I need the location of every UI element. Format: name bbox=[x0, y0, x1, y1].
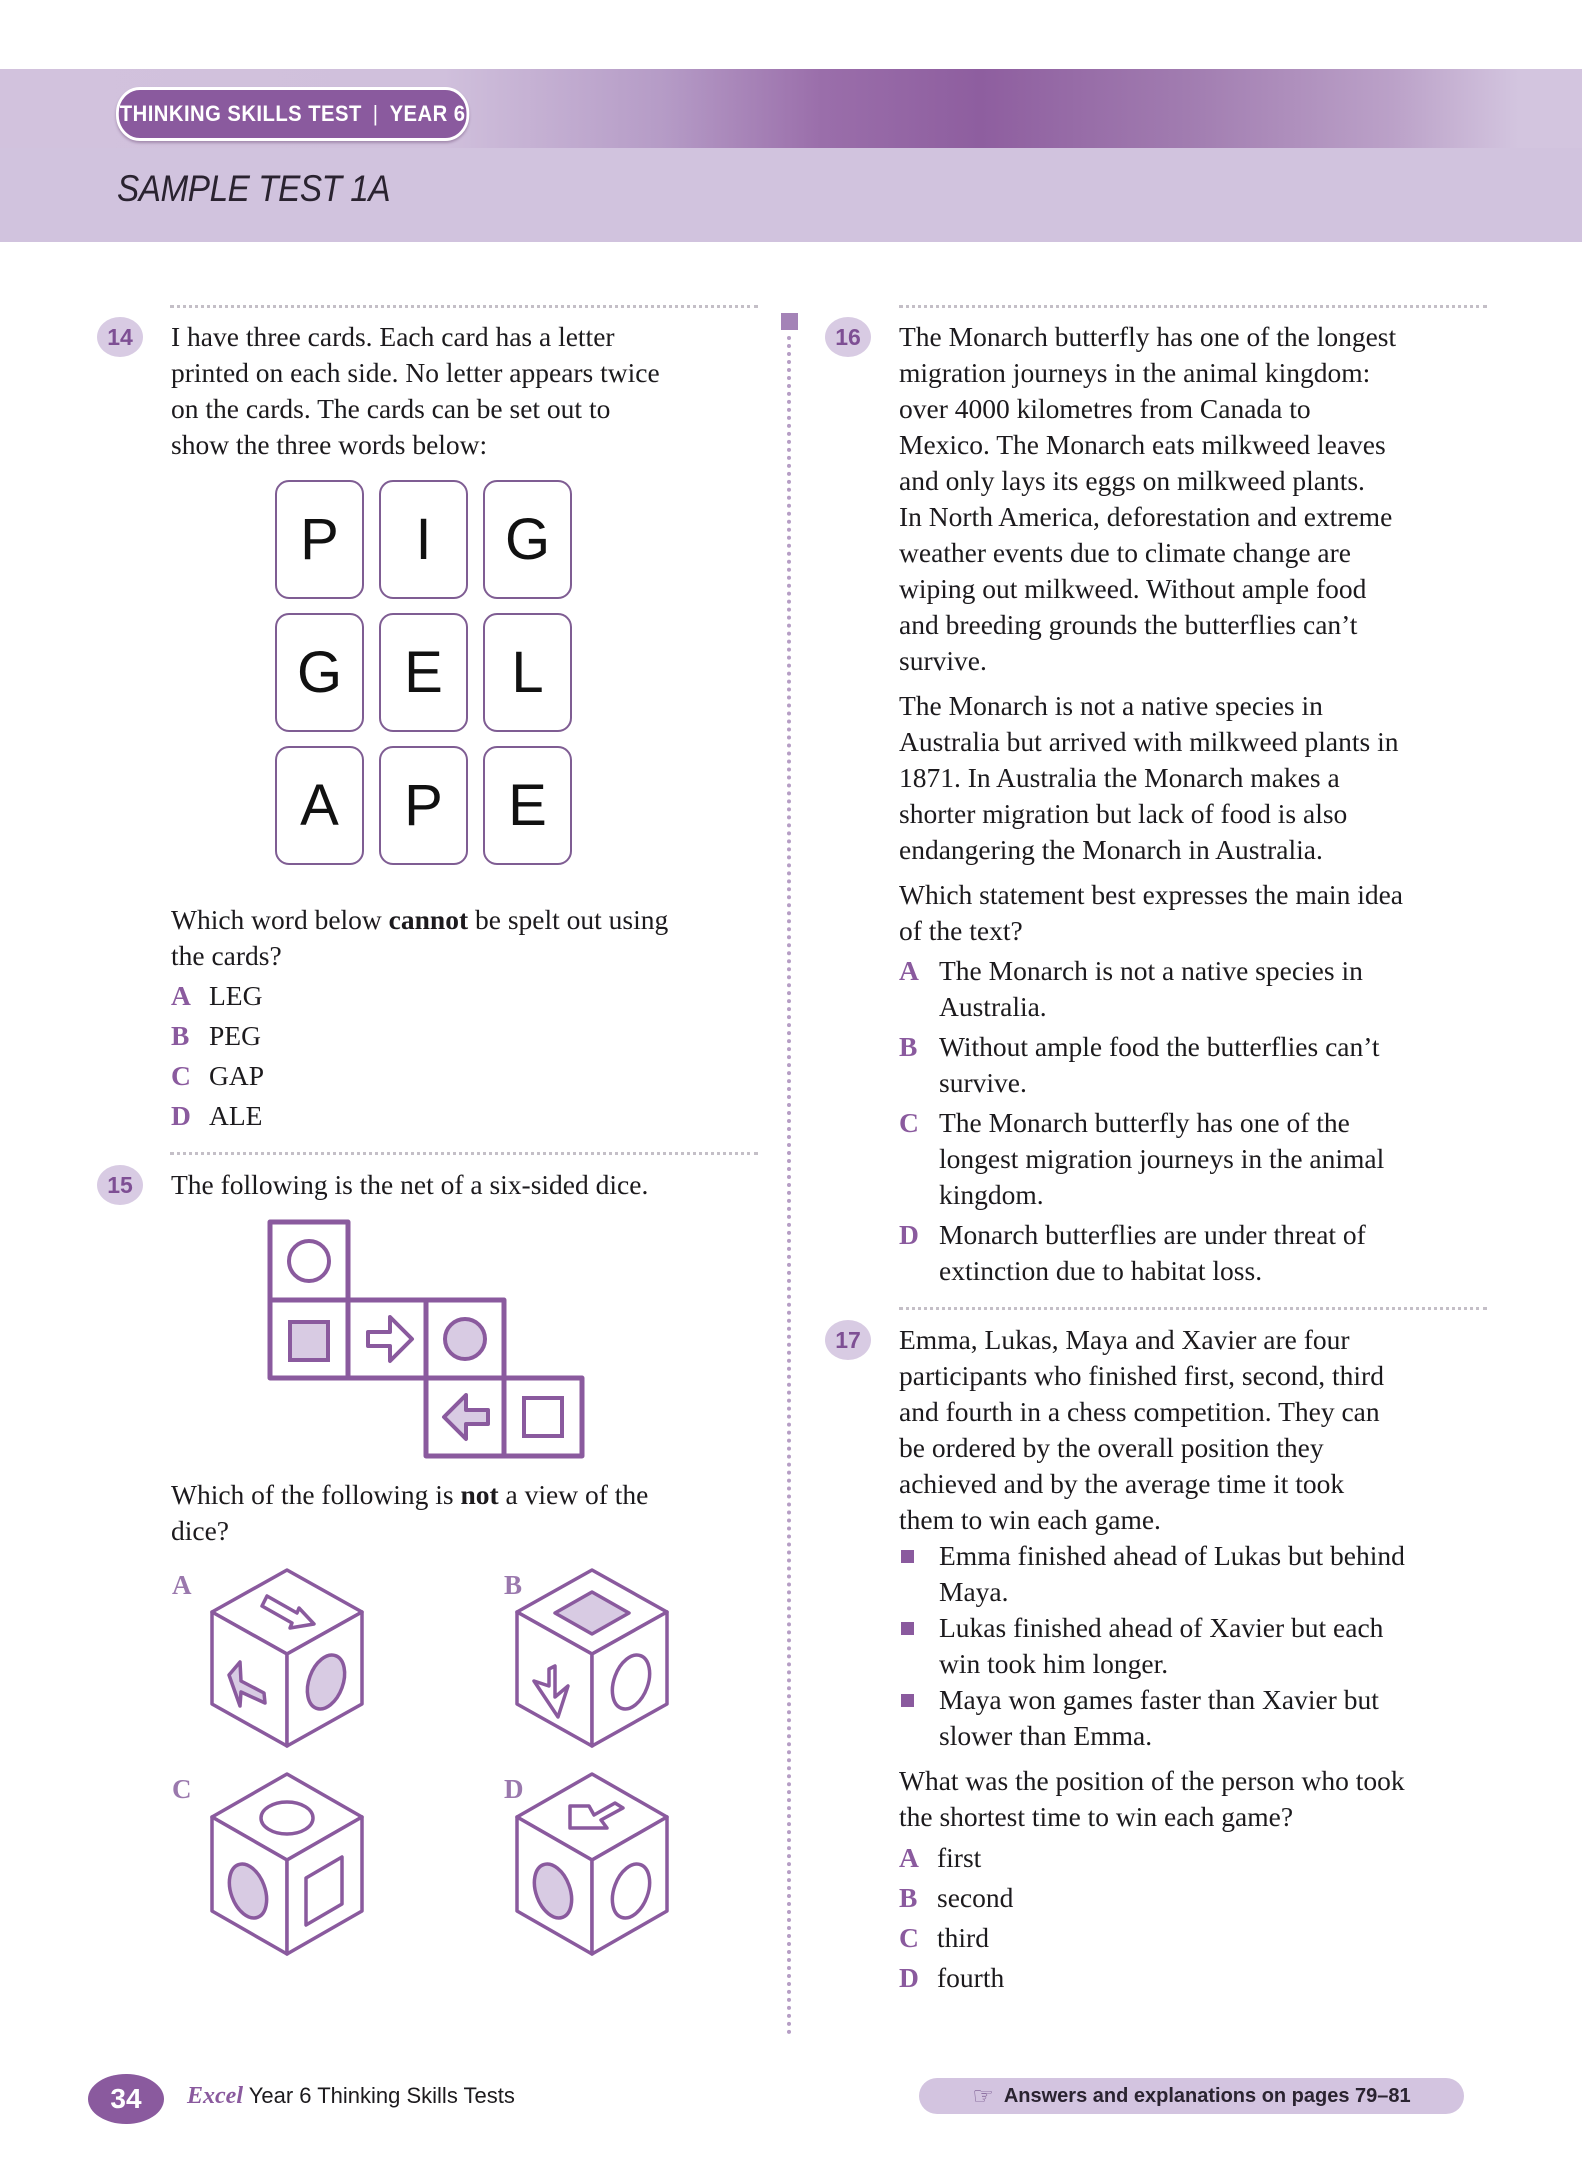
option-letter: B bbox=[899, 1031, 918, 1062]
letter-card: P bbox=[275, 480, 364, 599]
page-title: SAMPLE TEST 1A bbox=[117, 168, 391, 209]
letter-card: P bbox=[379, 746, 468, 865]
q17-intro-line: and fourth in a chess competition. They can bbox=[899, 1396, 1380, 1427]
option-letter[interactable]: B bbox=[504, 1570, 523, 1600]
passage-line: Australia but arrived with milkweed plants in bbox=[899, 726, 1399, 757]
option-text: survive. bbox=[939, 1067, 1027, 1098]
series-separator: | bbox=[372, 101, 379, 126]
passage-line: survive. bbox=[899, 645, 987, 676]
option-letter: C bbox=[171, 1060, 191, 1091]
q16-options bbox=[899, 953, 1499, 1289]
passage-line: shorter migration but lack of food is also bbox=[899, 798, 1348, 829]
question-separator bbox=[170, 305, 758, 308]
question-separator bbox=[899, 1307, 1487, 1310]
passage-line: and breeding grounds the butterflies can’t bbox=[899, 609, 1358, 640]
option-letter: D bbox=[899, 1219, 919, 1250]
clue-text: Maya. bbox=[939, 1576, 1009, 1607]
option-letter[interactable]: D bbox=[504, 1774, 524, 1804]
answers-text: Answers and explanations on pages 79–81 bbox=[1003, 2084, 1411, 2107]
column-divider-marker bbox=[781, 313, 798, 330]
passage-line: Mexico. The Monarch eats milkweed leaves bbox=[899, 429, 1386, 460]
passage-line: migration journeys in the animal kingdom: bbox=[899, 357, 1371, 388]
year-label: YEAR 6 bbox=[389, 101, 466, 126]
answer-option[interactable] bbox=[899, 1217, 1499, 1289]
cube-option-a[interactable] bbox=[210, 1566, 370, 1750]
letter-cards-grid bbox=[275, 480, 575, 870]
letter-card: E bbox=[379, 613, 468, 732]
q17-prompt-line: the shortest time to win each game? bbox=[899, 1801, 1294, 1832]
series-badge bbox=[116, 87, 469, 141]
passage-line: and only lays its eggs on milkweed plants. bbox=[899, 465, 1365, 496]
q17-intro-line: them to win each game. bbox=[899, 1504, 1161, 1535]
cube-option-b[interactable] bbox=[515, 1566, 675, 1750]
passage-line: wiping out milkweed. Without ample food bbox=[899, 573, 1367, 604]
square-filled-icon bbox=[290, 1322, 328, 1360]
q14-stem-line: show the three words below: bbox=[171, 429, 488, 460]
question-number-badge: 15 bbox=[97, 1165, 143, 1205]
option-letter: A bbox=[171, 980, 191, 1011]
option-text: The Monarch is not a native species in bbox=[939, 955, 1363, 986]
q14-prompt-text: be spelt out using bbox=[468, 904, 669, 935]
option-text: LEG bbox=[209, 980, 263, 1011]
q17-options bbox=[899, 1838, 1299, 1998]
q17-prompt bbox=[899, 1763, 1499, 1835]
pointing-hand-icon: ☞ bbox=[972, 2082, 994, 2110]
q17-intro-line: achieved and by the average time it took bbox=[899, 1468, 1345, 1499]
q14-stem bbox=[171, 319, 761, 463]
q14-stem-line: on the cards. The cards can be set out to bbox=[171, 393, 611, 424]
option-text: extinction due to habitat loss. bbox=[939, 1255, 1263, 1286]
option-text: longest migration journeys in the animal bbox=[939, 1143, 1385, 1174]
clue-item bbox=[899, 1682, 1499, 1754]
question-number-badge: 14 bbox=[97, 317, 143, 357]
q15-prompt-emphasis: not bbox=[460, 1479, 499, 1510]
cube-option-d[interactable] bbox=[515, 1770, 675, 1960]
option-text: second bbox=[937, 1882, 1014, 1913]
square-outline-icon bbox=[524, 1398, 562, 1436]
q15-prompt-text: a view of the bbox=[498, 1479, 649, 1510]
option-letter: B bbox=[899, 1882, 918, 1913]
book-title-text: Year 6 Thinking Skills Tests bbox=[242, 2083, 515, 2108]
option-text: ALE bbox=[209, 1100, 263, 1131]
letter-card: L bbox=[483, 613, 572, 732]
clue-text: Emma finished ahead of Lukas but behind bbox=[939, 1540, 1405, 1571]
q14-prompt-emphasis: cannot bbox=[388, 904, 469, 935]
answer-option[interactable] bbox=[899, 1918, 1299, 1958]
option-letter[interactable]: C bbox=[172, 1774, 192, 1804]
brand-name: Excel bbox=[187, 2083, 243, 2109]
page-number: 34 bbox=[88, 2074, 164, 2124]
q16-prompt bbox=[899, 877, 1499, 949]
question-separator bbox=[899, 305, 1487, 308]
q15-intro: The following is the net of a six-sided dice. bbox=[171, 1169, 649, 1200]
passage-line: over 4000 kilometres from Canada to bbox=[899, 393, 1311, 424]
option-text: Without ample food the butterflies can’t bbox=[939, 1031, 1380, 1062]
q14-prompt-line2: the cards? bbox=[171, 940, 282, 971]
book-title bbox=[187, 2083, 515, 2110]
q14-stem-line: I have three cards. Each card has a letter bbox=[171, 321, 615, 352]
letter-card: G bbox=[275, 613, 364, 732]
passage-line: 1871. In Australia the Monarch makes a bbox=[899, 762, 1340, 793]
answer-option[interactable] bbox=[899, 1878, 1299, 1918]
q14-stem-line: printed on each side. No letter appears twice bbox=[171, 357, 660, 388]
answer-option[interactable] bbox=[171, 976, 571, 1016]
q16-passage-2 bbox=[899, 688, 1499, 868]
option-letter: A bbox=[899, 1842, 919, 1873]
q15-prompt-line2: dice? bbox=[171, 1515, 230, 1546]
q15-prompt bbox=[171, 1477, 771, 1549]
option-letter: C bbox=[899, 1107, 919, 1138]
question-number-badge: 16 bbox=[825, 317, 871, 357]
answer-option[interactable] bbox=[171, 1016, 571, 1056]
option-text: Monarch butterflies are under threat of bbox=[939, 1219, 1366, 1250]
square-bullet-icon bbox=[899, 1610, 939, 1682]
q17-clues bbox=[899, 1538, 1499, 1754]
dice-net bbox=[262, 1214, 594, 1466]
option-text: PEG bbox=[209, 1020, 261, 1051]
answers-reference[interactable] bbox=[919, 2078, 1464, 2114]
clue-text: slower than Emma. bbox=[939, 1720, 1153, 1751]
q16-passage-1 bbox=[899, 319, 1499, 679]
answer-option[interactable] bbox=[899, 1105, 1499, 1213]
q17-prompt-line: What was the position of the person who took bbox=[899, 1765, 1405, 1796]
question-number-badge: 17 bbox=[825, 1320, 871, 1360]
answer-option[interactable] bbox=[171, 1056, 571, 1096]
option-text: Australia. bbox=[939, 991, 1047, 1022]
clue-text: win took him longer. bbox=[939, 1648, 1169, 1679]
ellipse-outline-icon bbox=[261, 1802, 313, 1834]
q14-prompt bbox=[171, 902, 761, 974]
option-letter: C bbox=[899, 1922, 919, 1953]
circle-filled-icon bbox=[445, 1319, 485, 1359]
passage-line: weather events due to climate change are bbox=[899, 537, 1351, 568]
option-letter: D bbox=[171, 1100, 191, 1131]
q14-prompt-text: Which word below bbox=[171, 904, 389, 935]
option-letter: A bbox=[899, 955, 919, 986]
answer-option[interactable] bbox=[171, 1096, 571, 1136]
option-letter: B bbox=[171, 1020, 190, 1051]
square-bullet-icon bbox=[899, 1682, 939, 1754]
option-text: fourth bbox=[937, 1962, 1005, 1993]
q14-options bbox=[171, 976, 571, 1136]
q17-intro-line: Emma, Lukas, Maya and Xavier are four bbox=[899, 1324, 1350, 1355]
option-text: first bbox=[937, 1842, 982, 1873]
letter-card: A bbox=[275, 746, 364, 865]
clue-item bbox=[899, 1538, 1499, 1610]
series-label: THINKING SKILLS TEST bbox=[119, 101, 362, 126]
q17-intro bbox=[899, 1322, 1499, 1538]
option-text: third bbox=[937, 1922, 989, 1953]
answer-option[interactable] bbox=[899, 1029, 1499, 1101]
q17-intro-line: be ordered by the overall position they bbox=[899, 1432, 1324, 1463]
letter-card: I bbox=[379, 480, 468, 599]
answer-option[interactable] bbox=[899, 953, 1499, 1025]
column-divider bbox=[787, 336, 791, 2036]
q17-intro-line: participants who finished first, second, third bbox=[899, 1360, 1384, 1391]
q16-prompt-line: Which statement best expresses the main idea bbox=[899, 879, 1403, 910]
clue-text: Lukas finished ahead of Xavier but each bbox=[939, 1612, 1384, 1643]
option-text: The Monarch butterfly has one of the bbox=[939, 1107, 1350, 1138]
option-text: GAP bbox=[209, 1060, 265, 1091]
q16-prompt-line: of the text? bbox=[899, 915, 1023, 946]
q15-prompt-text: Which of the following is bbox=[171, 1479, 461, 1510]
option-letter[interactable]: A bbox=[172, 1570, 192, 1600]
letter-card: G bbox=[483, 480, 572, 599]
passage-line: endangering the Monarch in Australia. bbox=[899, 834, 1323, 865]
passage-line: In North America, deforestation and extreme bbox=[899, 501, 1393, 532]
option-text: kingdom. bbox=[939, 1179, 1044, 1210]
answer-option[interactable] bbox=[899, 1958, 1299, 1998]
option-letter: D bbox=[899, 1962, 919, 1993]
circle-outline-icon bbox=[289, 1241, 329, 1281]
clue-item bbox=[899, 1610, 1499, 1682]
question-separator bbox=[170, 1152, 758, 1155]
square-bullet-icon bbox=[899, 1538, 939, 1610]
passage-line: The Monarch butterfly has one of the longest bbox=[899, 321, 1397, 352]
answer-option[interactable] bbox=[899, 1838, 1299, 1878]
clue-text: Maya won games faster than Xavier but bbox=[939, 1684, 1379, 1715]
letter-card: E bbox=[483, 746, 572, 865]
passage-line: The Monarch is not a native species in bbox=[899, 690, 1323, 721]
cube-option-c[interactable] bbox=[210, 1770, 370, 1960]
